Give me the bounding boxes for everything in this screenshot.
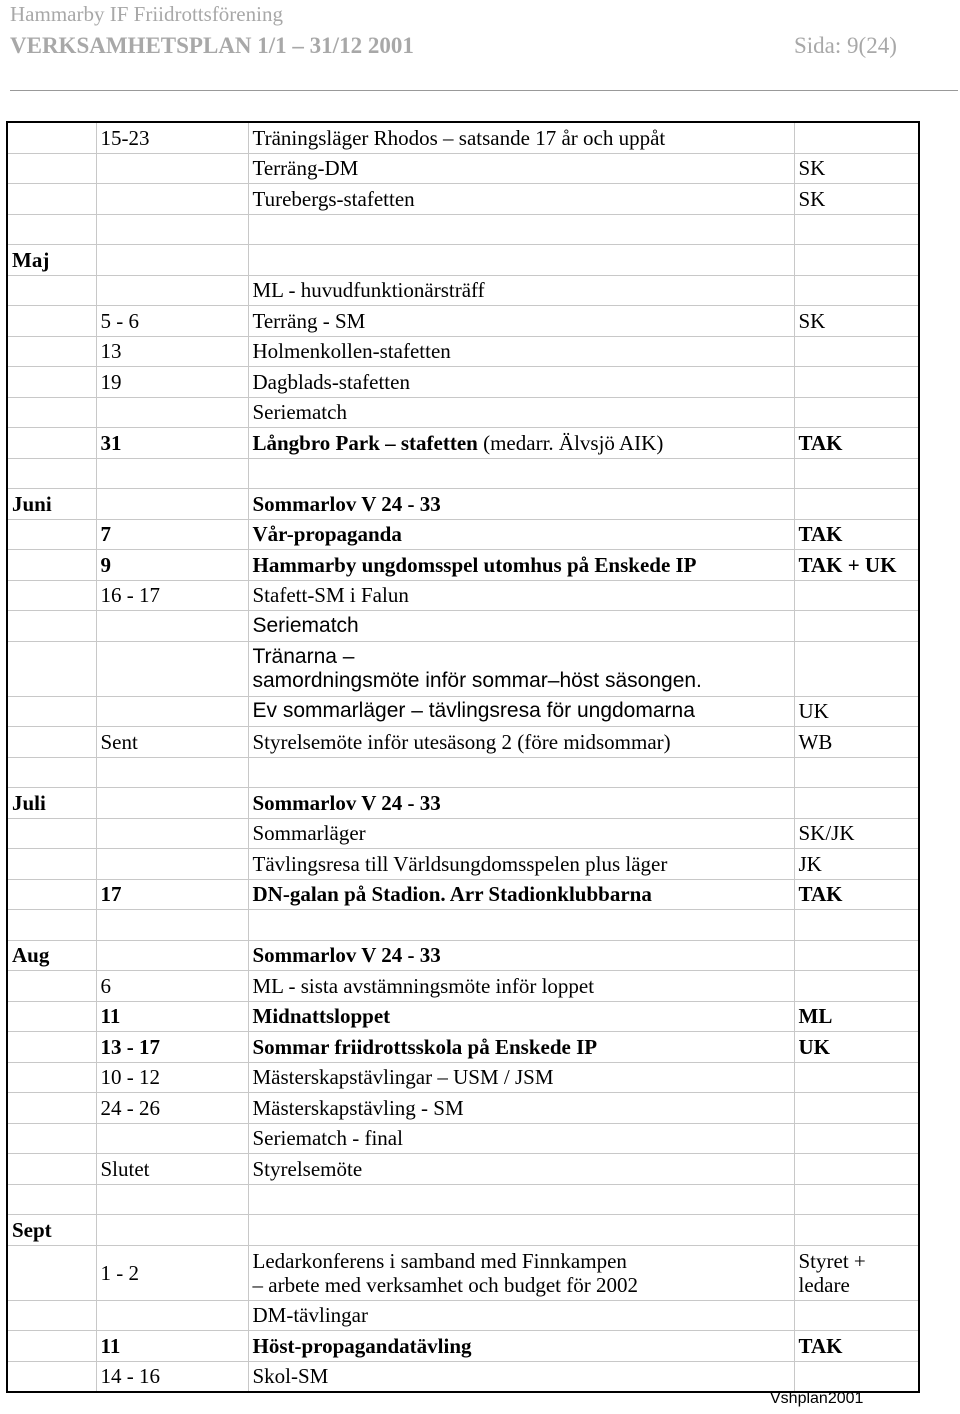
table-row: [7, 1093, 919, 1124]
responsible-cell: [794, 1154, 919, 1185]
event-cell: [248, 818, 794, 849]
date-cell: [96, 122, 248, 153]
date-cell: [96, 428, 248, 459]
date-label: 10 - 12: [100, 1065, 160, 1090]
month-cell: [7, 397, 96, 428]
date-cell: [96, 788, 248, 819]
event-cell: [248, 458, 794, 489]
event-label: Tävlingsresa till Världsungdomsspelen plus läger: [252, 851, 668, 876]
table-row: [7, 306, 919, 337]
month-cell: [7, 1154, 96, 1185]
event-label: ML - sista avstämningsmöte inför loppet: [252, 973, 595, 998]
date-cell: [96, 550, 248, 581]
date-label: 1 - 2: [100, 1260, 139, 1285]
event-cell: [248, 122, 794, 153]
event-cell: [248, 1215, 794, 1246]
table-row: [7, 1001, 919, 1032]
responsible-cell: [794, 306, 919, 337]
responsible-cell: [794, 397, 919, 428]
event-cell: [248, 245, 794, 276]
table-row: [7, 1215, 919, 1246]
responsible-cell: [794, 1215, 919, 1246]
responsible-label: SK: [798, 186, 826, 211]
responsible-cell: [794, 275, 919, 306]
month-cell: [7, 153, 96, 184]
date-cell: [96, 1184, 248, 1215]
event-label: Ev sommarläger – tävlingsresa för ungdomarna: [252, 699, 695, 723]
event-cell: [248, 184, 794, 215]
event-cell: [248, 788, 794, 819]
event-label: Vår-propaganda: [252, 522, 402, 547]
table-row: [7, 214, 919, 245]
table-row: [7, 849, 919, 880]
month-cell: [7, 122, 96, 153]
table-row: [7, 910, 919, 941]
responsible-cell: [794, 849, 919, 880]
date-cell: [96, 1361, 248, 1392]
responsible-label: TAK: [798, 522, 843, 547]
event-cell: [248, 1123, 794, 1154]
month-cell: [7, 940, 96, 971]
date-cell: [96, 1215, 248, 1246]
event-label: Styrelsemöte inför utesäsong 2 (före midsommar): [252, 729, 671, 754]
responsible-cell: [794, 879, 919, 910]
event-cell: [248, 275, 794, 306]
event-cell: [248, 757, 794, 788]
event-label: Tränarna –: [252, 644, 355, 668]
month-cell: [7, 1062, 96, 1093]
responsible-cell: [794, 1331, 919, 1362]
responsible-label: Styret +: [798, 1248, 866, 1273]
responsible-cell: [794, 757, 919, 788]
responsible-cell: [794, 696, 919, 727]
table-row: [7, 1154, 919, 1185]
date-label: 11: [100, 1004, 121, 1029]
table-row: [7, 336, 919, 367]
table-row: [7, 275, 919, 306]
date-cell: [96, 1093, 248, 1124]
responsible-label: TAK: [798, 1333, 843, 1358]
date-cell: [96, 727, 248, 758]
table-row: [7, 727, 919, 758]
month-cell: [7, 458, 96, 489]
event-label: Ledarkonferens i samband med Finnkampen: [252, 1248, 627, 1273]
table-row: [7, 1331, 919, 1362]
event-cell: [248, 1032, 794, 1063]
date-label: 13 - 17: [100, 1034, 160, 1059]
date-label: 9: [100, 552, 111, 577]
responsible-cell: [794, 1245, 919, 1300]
org-name: Hammarby IF Friidrottsförening: [10, 2, 283, 26]
date-cell: [96, 1154, 248, 1185]
footer-text: Vshplan2001: [770, 1390, 864, 1407]
event-cell: [248, 1062, 794, 1093]
date-cell: [96, 818, 248, 849]
event-label: Terräng-DM: [252, 156, 359, 181]
month-cell: [7, 184, 96, 215]
table-row: [7, 940, 919, 971]
event-label: Skol-SM: [252, 1364, 329, 1389]
month-label: Juni: [12, 491, 52, 516]
responsible-cell: [794, 1001, 919, 1032]
schedule-table: [6, 121, 920, 1393]
event-cell: [248, 214, 794, 245]
event-cell: [248, 940, 794, 971]
responsible-cell: [794, 245, 919, 276]
responsible-cell: [794, 611, 919, 642]
event-label: Stafett-SM i Falun: [252, 583, 409, 608]
month-cell: [7, 275, 96, 306]
event-label: DN-galan på Stadion. Arr Stadionklubbarna: [252, 882, 652, 907]
event-cell: [248, 641, 794, 696]
responsible-cell: [794, 818, 919, 849]
table-row: [7, 245, 919, 276]
responsible-cell: [794, 971, 919, 1002]
date-cell: [96, 849, 248, 880]
table-row: [7, 1300, 919, 1331]
event-label: Holmenkollen-stafetten: [252, 339, 451, 364]
responsible-label: TAK + UK: [798, 552, 897, 577]
responsible-cell: [794, 940, 919, 971]
table-row: [7, 550, 919, 581]
date-cell: [96, 336, 248, 367]
event-label: Sommarläger: [252, 821, 366, 846]
table-row: [7, 367, 919, 398]
date-cell: [96, 1245, 248, 1300]
event-label: Sommar friidrottsskola på Enskede IP: [252, 1034, 598, 1059]
month-label: Aug: [12, 943, 50, 968]
month-cell: [7, 336, 96, 367]
month-cell: [7, 489, 96, 520]
date-label: 16 - 17: [100, 583, 160, 608]
event-cell: [248, 1245, 794, 1300]
event-cell: [248, 1331, 794, 1362]
table-row: [7, 1032, 919, 1063]
event-cell: [248, 727, 794, 758]
event-cell: [248, 879, 794, 910]
event-label: Träningsläger Rhodos – satsande 17 år och uppåt: [252, 125, 666, 150]
responsible-cell: [794, 550, 919, 581]
event-label: Midnattsloppet: [252, 1004, 391, 1029]
event-label: Långbro Park – stafetten: [252, 430, 478, 455]
table-row: [7, 519, 919, 550]
event-cell: [248, 580, 794, 611]
table-row: [7, 428, 919, 459]
month-cell: [7, 367, 96, 398]
date-label: 15-23: [100, 125, 150, 150]
responsible-cell: [794, 428, 919, 459]
event-label-line2: – arbete med verksamhet och budget för 2002: [252, 1272, 638, 1297]
table-row: [7, 696, 919, 727]
month-label: Sept: [12, 1217, 52, 1242]
event-label: Mästerskapstävling - SM: [252, 1095, 464, 1120]
date-label: 13: [100, 339, 122, 364]
responsible-label: WB: [798, 729, 833, 754]
date-cell: [96, 910, 248, 941]
date-label: 24 - 26: [100, 1095, 160, 1120]
responsible-label: TAK: [798, 430, 843, 455]
month-cell: [7, 1215, 96, 1246]
event-cell: [248, 1001, 794, 1032]
date-label: 17: [100, 882, 122, 907]
date-cell: [96, 397, 248, 428]
event-cell: [248, 397, 794, 428]
responsible-label: UK: [798, 1034, 830, 1059]
event-label: Dagblads-stafetten: [252, 369, 410, 394]
responsible-cell: [794, 336, 919, 367]
month-cell: [7, 1300, 96, 1331]
month-cell: [7, 641, 96, 696]
table-row: [7, 757, 919, 788]
month-cell: [7, 1123, 96, 1154]
table-row: [7, 1123, 919, 1154]
table-row: [7, 879, 919, 910]
table-row: [7, 397, 919, 428]
event-label: DM-tävlingar: [252, 1303, 368, 1328]
month-cell: [7, 818, 96, 849]
date-label: 5 - 6: [100, 308, 139, 333]
month-cell: [7, 1245, 96, 1300]
date-label: 19: [100, 369, 122, 394]
table-row: [7, 788, 919, 819]
month-cell: [7, 849, 96, 880]
month-cell: [7, 428, 96, 459]
date-cell: [96, 611, 248, 642]
responsible-label: ML: [798, 1004, 833, 1029]
date-cell: [96, 641, 248, 696]
month-cell: [7, 611, 96, 642]
date-cell: [96, 1300, 248, 1331]
responsible-cell: [794, 1123, 919, 1154]
event-cell: [248, 849, 794, 880]
date-cell: [96, 214, 248, 245]
month-cell: [7, 788, 96, 819]
event-cell: [248, 696, 794, 727]
month-cell: [7, 1093, 96, 1124]
event-label: Höst-propagandatävling: [252, 1333, 472, 1358]
table-row: [7, 458, 919, 489]
table-row: [7, 122, 919, 153]
event-label: Sommarlov V 24 - 33: [252, 790, 441, 815]
date-cell: [96, 367, 248, 398]
month-cell: [7, 696, 96, 727]
month-cell: [7, 727, 96, 758]
date-label: 31: [100, 430, 122, 455]
table-row: [7, 153, 919, 184]
responsible-cell: [794, 519, 919, 550]
month-cell: [7, 910, 96, 941]
responsible-cell: [794, 1093, 919, 1124]
date-label: 6: [100, 973, 111, 998]
date-cell: [96, 940, 248, 971]
responsible-cell: [794, 367, 919, 398]
page-number: Sida: 9(24): [794, 33, 897, 58]
responsible-cell: [794, 1184, 919, 1215]
date-cell: [96, 184, 248, 215]
event-cell: [248, 153, 794, 184]
event-cell: [248, 519, 794, 550]
date-label: 11: [100, 1333, 121, 1358]
event-cell: [248, 550, 794, 581]
date-cell: [96, 757, 248, 788]
date-cell: [96, 971, 248, 1002]
responsible-label: SK/JK: [798, 821, 855, 846]
responsible-label-line2: ledare: [798, 1272, 850, 1297]
month-cell: [7, 580, 96, 611]
month-cell: [7, 245, 96, 276]
table-row: [7, 971, 919, 1002]
date-cell: [96, 519, 248, 550]
table-row: [7, 1062, 919, 1093]
date-label: Slutet: [100, 1156, 150, 1181]
responsible-cell: [794, 1032, 919, 1063]
event-label-line2: samordningsmöte inför sommar–höst säsongen.: [252, 668, 702, 692]
event-label: Seriematch: [252, 613, 359, 637]
responsible-label: SK: [798, 308, 826, 333]
responsible-cell: [794, 214, 919, 245]
responsible-cell: [794, 727, 919, 758]
event-cell: [248, 336, 794, 367]
date-cell: [96, 1062, 248, 1093]
table-row: [7, 184, 919, 215]
header-rule: [10, 90, 958, 91]
date-label: Sent: [100, 729, 138, 754]
responsible-label: UK: [798, 699, 829, 724]
event-cell: [248, 1093, 794, 1124]
month-label: Maj: [12, 247, 50, 272]
responsible-cell: [794, 1062, 919, 1093]
event-cell: [248, 611, 794, 642]
event-label: Seriematch - final: [252, 1126, 403, 1151]
responsible-cell: [794, 184, 919, 215]
table-row: [7, 580, 919, 611]
event-label: Seriematch: [252, 400, 347, 425]
table-row: [7, 641, 919, 696]
date-cell: [96, 879, 248, 910]
month-cell: [7, 1001, 96, 1032]
event-label: Terräng - SM: [252, 308, 366, 333]
event-label: Styrelsemöte: [252, 1156, 363, 1181]
date-cell: [96, 1331, 248, 1362]
event-label: Turebergs-stafetten: [252, 186, 415, 211]
month-cell: [7, 519, 96, 550]
event-label: Mästerskapstävlingar – USM / JSM: [252, 1065, 554, 1090]
table-row: [7, 611, 919, 642]
month-cell: [7, 550, 96, 581]
month-cell: [7, 214, 96, 245]
month-cell: [7, 1331, 96, 1362]
date-label: 7: [100, 522, 111, 547]
date-cell: [96, 1032, 248, 1063]
date-cell: [96, 306, 248, 337]
month-cell: [7, 971, 96, 1002]
month-cell: [7, 1184, 96, 1215]
date-cell: [96, 696, 248, 727]
event-cell: [248, 1361, 794, 1392]
responsible-label: TAK: [798, 882, 843, 907]
date-cell: [96, 245, 248, 276]
responsible-cell: [794, 1361, 919, 1392]
month-cell: [7, 306, 96, 337]
event-cell: [248, 367, 794, 398]
responsible-label: SK: [798, 156, 826, 181]
event-cell: [248, 489, 794, 520]
table-row: [7, 1361, 919, 1392]
event-label: ML - huvudfunktionärsträff: [252, 278, 485, 303]
document-title: VERKSAMHETSPLAN 1/1 – 31/12 2001: [10, 33, 414, 58]
responsible-cell: [794, 641, 919, 696]
date-cell: [96, 275, 248, 306]
date-label: 14 - 16: [100, 1364, 160, 1389]
table-row: [7, 1184, 919, 1215]
date-cell: [96, 153, 248, 184]
month-cell: [7, 879, 96, 910]
responsible-cell: [794, 153, 919, 184]
event-label: Hammarby ungdomsspel utomhus på Enskede IP: [252, 552, 697, 577]
responsible-cell: [794, 489, 919, 520]
event-label: Sommarlov V 24 - 33: [252, 491, 441, 516]
month-cell: [7, 1361, 96, 1392]
event-cell: [248, 910, 794, 941]
responsible-cell: [794, 580, 919, 611]
responsible-cell: [794, 1300, 919, 1331]
table-row: [7, 489, 919, 520]
date-cell: [96, 489, 248, 520]
date-cell: [96, 1123, 248, 1154]
month-cell: [7, 757, 96, 788]
event-cell: [248, 971, 794, 1002]
date-cell: [96, 580, 248, 611]
month-label: Juli: [12, 790, 46, 815]
month-cell: [7, 1032, 96, 1063]
responsible-cell: [794, 788, 919, 819]
event-cell: [248, 1184, 794, 1215]
event-note: (medarr. Älvsjö AIK): [477, 430, 664, 455]
responsible-cell: [794, 458, 919, 489]
date-cell: [96, 458, 248, 489]
responsible-cell: [794, 122, 919, 153]
event-label: Sommarlov V 24 - 33: [252, 943, 441, 968]
responsible-cell: [794, 910, 919, 941]
event-cell: [248, 306, 794, 337]
event-cell: [248, 1154, 794, 1185]
table-row: [7, 1245, 919, 1300]
event-cell: [248, 428, 794, 459]
date-cell: [96, 1001, 248, 1032]
responsible-label: JK: [798, 851, 822, 876]
event-cell: [248, 1300, 794, 1331]
table-row: [7, 818, 919, 849]
